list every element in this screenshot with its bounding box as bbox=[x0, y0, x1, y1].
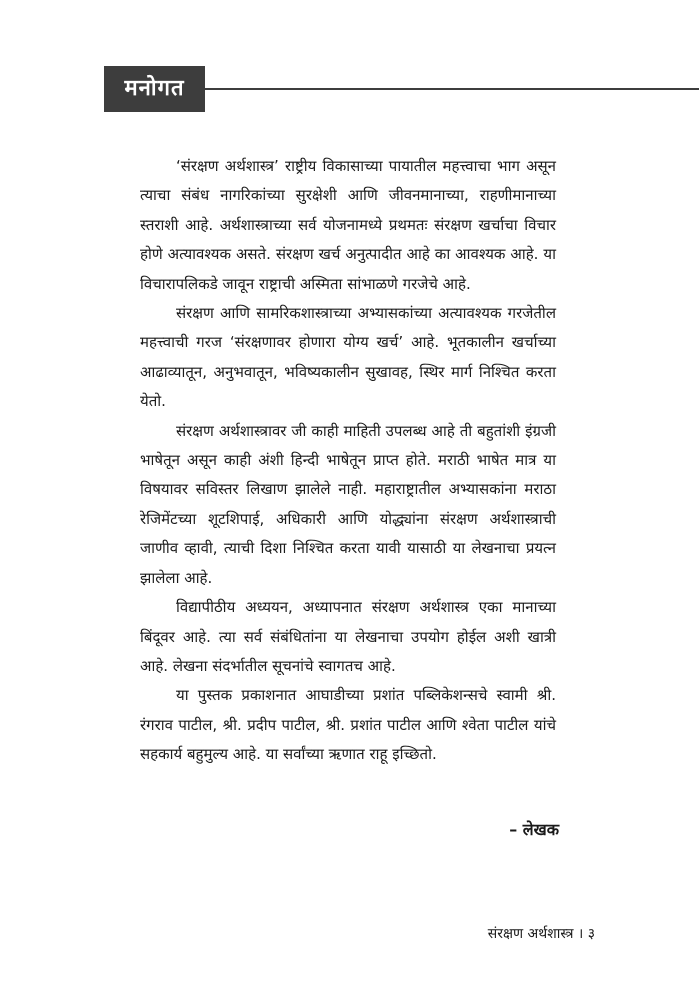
paragraph-3: संरक्षण अर्थशास्त्रावर जी काही माहिती उपलब्ध आहे ती बहुतांशी इंग्रजी भाषेतून असून काही अंशी हिन्दी भाषेतून प्राप्त होते. मराठी भाषेत मात्र या विषयावर सविस्तर लिखाण झालेले नाही. महाराष्ट्रातील अभ्यासकांना मराठा रेजिमेंटच्या शूटशिपाई, अधिकारी आणि योद्ध्यांना संरक्षण अर्थशास्त्राची जाणीव व्हावी, त्याची दिशा निश्चित करता यावी यासाठी या लेखनाचा प्रयत्न झालेला आहे. bbox=[140, 421, 556, 587]
page-footer: संरक्षण अर्थशास्त्र । ३ bbox=[487, 926, 595, 942]
heading-rule bbox=[205, 88, 699, 90]
paragraph-1: ‘संरक्षण अर्थशास्त्र’ राष्ट्रीय विकासाच्या पायातील महत्त्वाचा भाग असून त्याचा संबंध नागरिकांच्या सुरक्षेशी आणि जीवनमानाच्या, राहणीमानाच्या स्तराशी आहे. अर्थशास्त्राच्या सर्व योजनामध्ये प्रथमतः संरक्षण खर्चाचा विचार होणे अत्यावश्यक असते. संरक्षण खर्च अनुत्पादीत आहे का आवश्यक आहे. या विचारापलिकडे जावून राष्ट्राची अस्मिता सांभाळणे गरजेचे आहे. bbox=[140, 157, 556, 293]
page-heading: मनोगत bbox=[104, 66, 205, 112]
paragraph-5: या पुस्तक प्रकाशनात आघाडीच्या प्रशांत पब्लिकेशन्सचे स्वामी श्री. रंगराव पाटील, श्री. प्रदीप पाटील, श्री. प्रशांत पाटील आणि श्वेता पाटील यांचे सहकार्य बहुमुल्य आहे. या सर्वांच्या ऋणात राहू इच्छितो. bbox=[140, 686, 556, 764]
paragraph-2: संरक्षण आणि सामरिकशास्त्राच्या अभ्यासकांच्या अत्यावश्यक गरजेतील महत्त्वाची गरज ‘संरक्षणावर होणारा योग्य खर्च’ आहे. भूतकालीन खर्चाच्या आढाव्यातून, अनुभवातून, भविष्यकालीन सुखावह, स्थिर मार्ग निश्चित करता येतो. bbox=[140, 304, 556, 411]
author-signature: – लेखक bbox=[509, 820, 559, 839]
body-text bbox=[140, 152, 556, 770]
paragraph-4: विद्यापीठीय अध्ययन, अध्यापनात संरक्षण अर्थशास्त्र एका मानाच्या बिंदूवर आहे. त्या सर्व संबंधितांना या लेखनाचा उपयोग होईल अशी खात्री आहे. लेखना संदर्भातील सूचनांचे स्वागतच आहे. bbox=[140, 598, 556, 675]
